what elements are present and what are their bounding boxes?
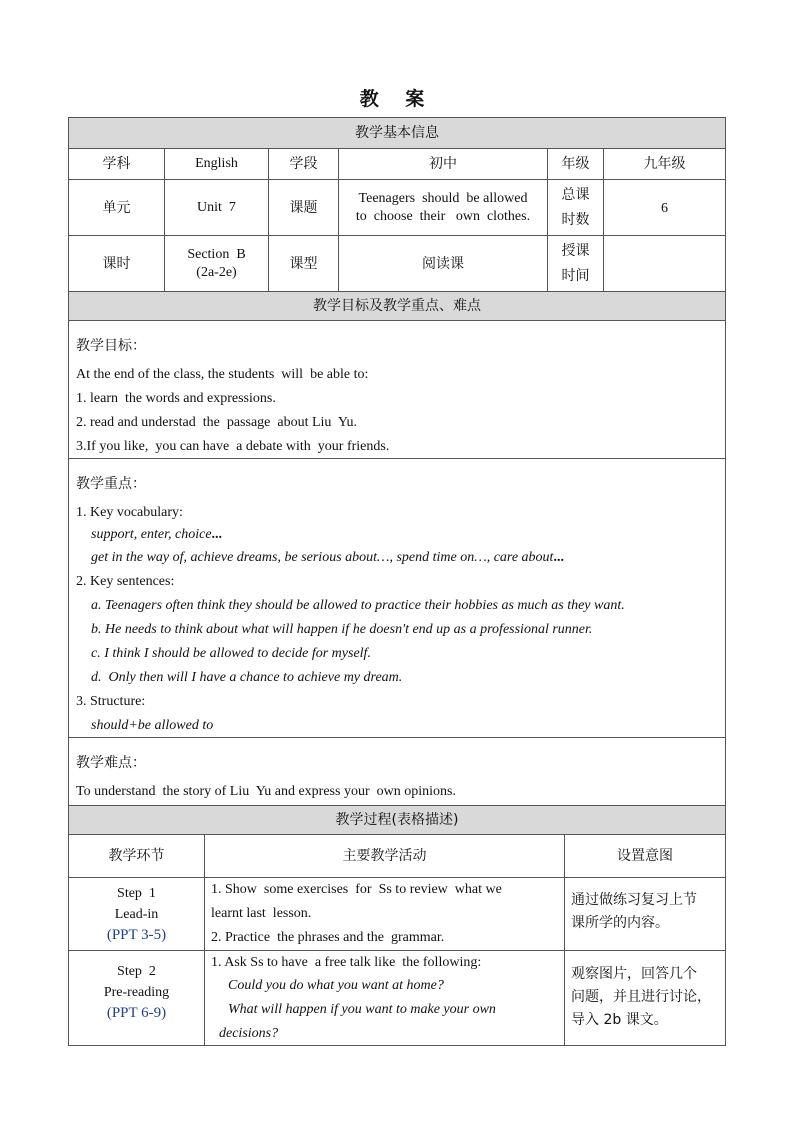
structure-value: should+be allowed to: [91, 718, 214, 733]
subject-value: English: [195, 156, 238, 171]
period-line-1: Section B: [187, 246, 246, 262]
step-2-activity-line: Could you do what you want at home?: [228, 978, 444, 993]
step-2-name: Pre-reading: [103, 984, 170, 1000]
vocab-line-1: [91, 527, 222, 543]
grade-value: 九年级: [643, 156, 686, 172]
step-1-cell: [69, 878, 204, 950]
total-periods-label-line-1: 总课: [561, 186, 590, 203]
step-2-ppt: (PPT 6-9): [106, 1004, 167, 1021]
period-value: [165, 236, 268, 291]
step-2-purpose-line: 问题，并且进行讨论，: [571, 989, 711, 1005]
stage-label: 学段: [289, 156, 318, 172]
unit-value: Unit 7: [197, 199, 236, 215]
vocab-line-1-text: support, enter, choice: [91, 527, 212, 542]
step-1-activity-line: learnt last lesson.: [211, 906, 312, 921]
topic-line-2: to choose their own clothes.: [355, 208, 531, 224]
process-col-activities: 主要教学活动: [342, 848, 427, 864]
teaching-time-value: [604, 236, 725, 291]
sentences-label: 2. Key sentences:: [76, 574, 175, 589]
sentence-d: d. Only then will I have a chance to achieve my dream.: [91, 670, 403, 685]
stage-value: 初中: [429, 156, 457, 172]
goal-line: 1. learn the words and expressions.: [76, 391, 276, 406]
goal-heading: 教学目标：: [76, 338, 146, 354]
total-periods-value: 6: [661, 201, 668, 216]
table-border-right: [725, 117, 726, 1046]
step-2-purpose: [571, 963, 723, 1032]
sentence-c: c. I think I should be allowed to decide for myself.: [91, 646, 371, 661]
step-2-cell: [69, 951, 204, 1023]
step-2-activity-line: 1. Ask Ss to have a free talk like the following:: [211, 955, 482, 970]
sentence-b: b. He needs to think about what will happen if he doesn't end up as a professional runner.: [91, 622, 593, 637]
topic-value: [339, 180, 547, 235]
process-col-purpose: 设置意图: [617, 848, 673, 864]
goal-line: 2. read and understad the passage about Liu Yu.: [76, 415, 357, 430]
vocab-label: 1. Key vocabulary:: [76, 505, 183, 520]
period-label: 课时: [102, 255, 131, 272]
row-divider: [68, 320, 726, 321]
step-2-purpose-line: 导入 2b 课文。: [571, 1012, 668, 1028]
step-1-name: Lead-in: [114, 906, 159, 922]
teaching-time-label-line-2: 时间: [561, 267, 590, 284]
unit-label: 单元: [102, 199, 131, 216]
total-periods-label-line-2: 时数: [561, 211, 590, 228]
process-col-stage: 教学环节: [108, 848, 165, 864]
lesson-type-value: 阅读课: [422, 255, 464, 272]
goal-line: 3.If you like, you can have a debate with your friends.: [76, 439, 390, 454]
difficulty-heading: 教学难点：: [76, 755, 146, 771]
step-1-purpose-line: 课所学的内容。: [571, 915, 669, 931]
step-1-ppt: (PPT 3-5): [106, 926, 167, 943]
topic-line-1: Teenagers should be allowed: [358, 190, 528, 206]
step-2-purpose-line: 观察图片，回答几个: [571, 966, 697, 982]
teaching-time-label-line-1: 授课: [561, 242, 590, 259]
row-divider: [68, 458, 726, 459]
vocab-line-2-ellipsis: ...: [553, 550, 564, 565]
step-2-activity-line: What will happen if you want to make your own: [228, 1002, 496, 1017]
topic-label: 课题: [289, 199, 318, 216]
step-1-purpose-line: 通过做练习复习上节: [571, 892, 697, 908]
row-divider: [68, 737, 726, 738]
structure-label: 3. Structure:: [76, 694, 146, 709]
difficulty-text: To understand the story of Liu Yu and express your own opinions.: [76, 784, 456, 799]
vocab-line-2: [91, 550, 564, 566]
lesson-type-label: 课型: [289, 255, 318, 272]
step-1-number: Step 1: [117, 885, 156, 901]
sentence-a: a. Teenagers often think they should be allowed to practice their hobbies as much as they want.: [91, 598, 625, 613]
subject-label: 学科: [102, 156, 131, 172]
step-1-activity-line: 2. Practice the phrases and the grammar.: [211, 930, 445, 945]
total-periods-label: [548, 180, 603, 235]
document-title: 教 案: [359, 88, 435, 110]
vocab-line-1-ellipsis: ...: [211, 527, 223, 542]
step-2-number: Step 2: [117, 963, 156, 979]
objectives-header: 教学目标及教学重点、难点: [313, 297, 481, 314]
grade-label: 年级: [561, 156, 590, 172]
vocab-line-2-text: get in the way of, achieve dreams, be serious about…, spend time on…, care about: [91, 550, 554, 565]
step-1-activity-line: 1. Show some exercises for Ss to review what we: [211, 882, 502, 897]
period-line-2: (2a-2e): [196, 264, 237, 280]
key-points-heading: 教学重点：: [76, 476, 146, 492]
basic-info-header: 教学基本信息: [355, 125, 439, 141]
goal-line: At the end of the class, the students will be able to:: [76, 367, 369, 382]
teaching-time-label: [548, 236, 603, 291]
step-2-activity-line: decisions?: [219, 1026, 279, 1041]
process-header: 教学过程(表格描述): [335, 811, 459, 828]
step-1-purpose: [571, 889, 721, 935]
table-border-bottom: [68, 1045, 726, 1046]
